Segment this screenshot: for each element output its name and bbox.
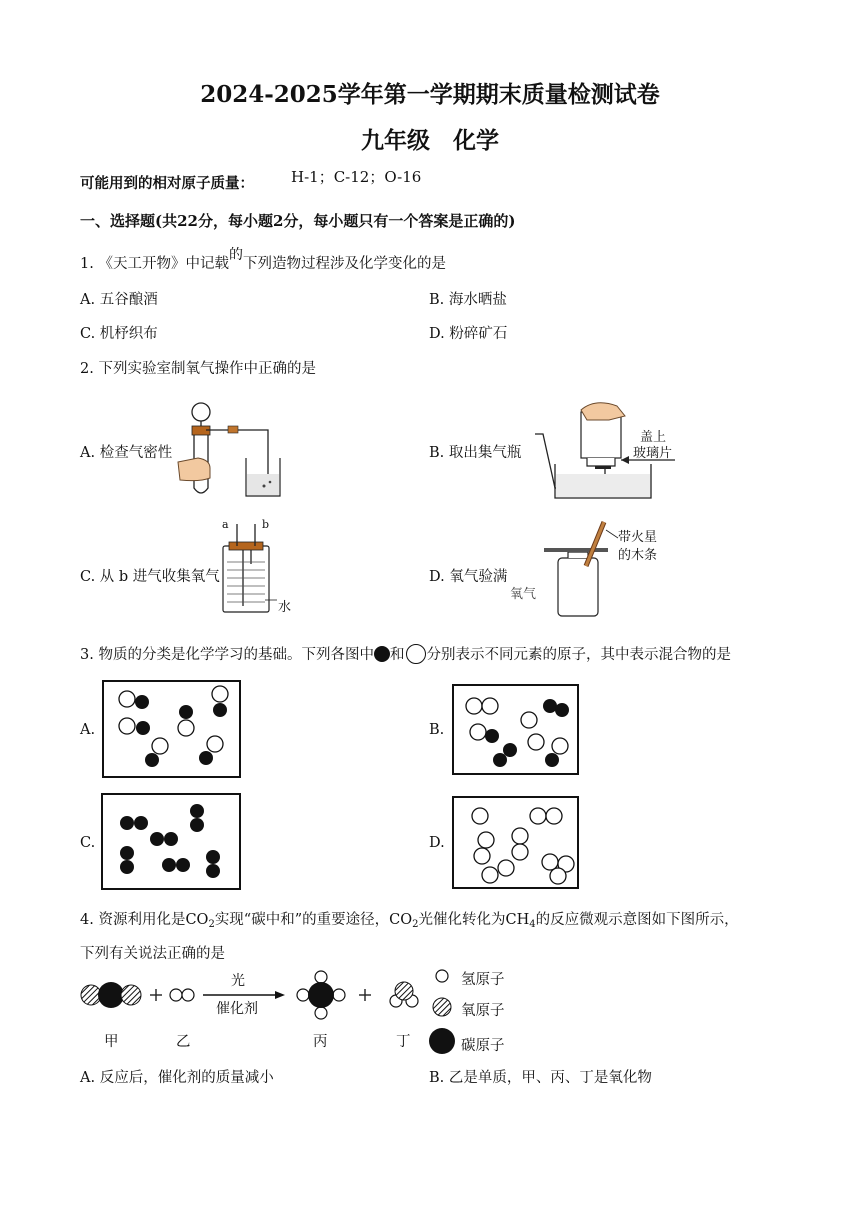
page-title: 2024-2025学年第一学期期末质量检测试卷 — [200, 81, 660, 108]
q2-stem: 2. 下列实验室制氧气操作中正确的是 — [80, 361, 316, 377]
legend-hydrogen: 氢原子 — [461, 972, 505, 988]
q4-stem-line1: 4. 资源利用化是$CO_2$实现“碳中和”的重要途径，$CO_2$光催化转化为$CH_4$的反应微观示意图如下图所示， — [80, 912, 739, 930]
q1-stem: 1. 《天工开物》中记载的下列造物过程涉及化学变化的是 — [80, 247, 446, 272]
white-atom-icon — [406, 644, 426, 664]
legend-carbon: 碳原子 — [461, 1038, 505, 1054]
q3-option-c[interactable]: C. — [80, 835, 96, 851]
label-jia: 甲 — [104, 1034, 119, 1050]
tube-b-label: b — [262, 518, 270, 531]
legend-icons — [430, 966, 460, 1056]
q1-option-b[interactable]: B. 海水晒盐 — [429, 292, 507, 308]
airtightness-check-figure — [176, 396, 286, 501]
q1-option-a[interactable]: A. 五谷酿酒 — [80, 292, 158, 308]
label-yi: 乙 — [176, 1034, 191, 1050]
water-label: 水 — [278, 600, 292, 615]
q3-molecules-c — [103, 795, 243, 892]
splint-label-1: 带火星 — [618, 530, 658, 545]
q4-option-b[interactable]: B. 乙是单质，甲、丙、丁是氧化物 — [429, 1070, 652, 1086]
q3-box-a[interactable] — [102, 680, 241, 778]
atomic-mass-label: 可能用到的相对原子质量： — [80, 175, 254, 192]
black-atom-icon — [374, 646, 390, 662]
q2-option-b[interactable]: B. 取出集气瓶 — [429, 445, 522, 461]
section-heading: 一、选择题(共22分，每小题2分，每小题只有一个答案是正确的) — [80, 212, 516, 230]
label-ding: 丁 — [396, 1034, 411, 1050]
page-subtitle: 九年级 化学 — [361, 127, 499, 154]
oxygen-full-test-figure — [540, 520, 630, 620]
cover-label: 盖上 — [640, 430, 667, 445]
q3-box-d[interactable] — [452, 796, 579, 889]
q1-option-c[interactable]: C. 机杼织布 — [80, 326, 158, 342]
splint-label-2: 的木条 — [618, 548, 658, 563]
q3-molecules-d — [454, 798, 581, 891]
q4-option-a[interactable]: A. 反应后，催化剂的质量减小 — [80, 1070, 274, 1086]
atomic-mass-values: H-1；C-12；O-16 — [291, 168, 422, 186]
arrow-catalyst-label: 催化剂 — [216, 1001, 258, 1017]
legend-oxygen: 氧原子 — [461, 1003, 505, 1019]
q4-stem-line2: 下列有关说法正确的是 — [80, 946, 225, 962]
q2-option-d[interactable]: D. 氧气验满 — [429, 569, 508, 585]
q2-option-a[interactable]: A. 检查气密性 — [80, 445, 173, 461]
tube-a-label: a — [222, 518, 229, 531]
q3-option-d[interactable]: D. — [429, 835, 445, 851]
q3-stem: 3. 物质的分类是化学学习的基础。下列各图中 和 分别表示不同元素的原子，其中表示混合物的是 — [80, 643, 731, 664]
q3-molecules-a — [104, 682, 243, 780]
oxygen-label: 氧气 — [510, 587, 537, 602]
q3-box-b[interactable] — [452, 684, 579, 775]
glass-plate-label: 玻璃片 — [633, 446, 673, 461]
q3-option-a[interactable]: A. — [80, 722, 96, 738]
arrow-light-label: 光 — [231, 973, 245, 989]
q2-option-c[interactable]: C. 从 b 进气收集氧气 — [80, 569, 220, 585]
q1-option-d[interactable]: D. 粉碎矿石 — [429, 326, 508, 342]
label-bing: 丙 — [313, 1034, 328, 1050]
q3-option-b[interactable]: B. — [429, 722, 445, 738]
q3-molecules-b — [454, 686, 581, 777]
q3-box-c[interactable] — [101, 793, 241, 890]
